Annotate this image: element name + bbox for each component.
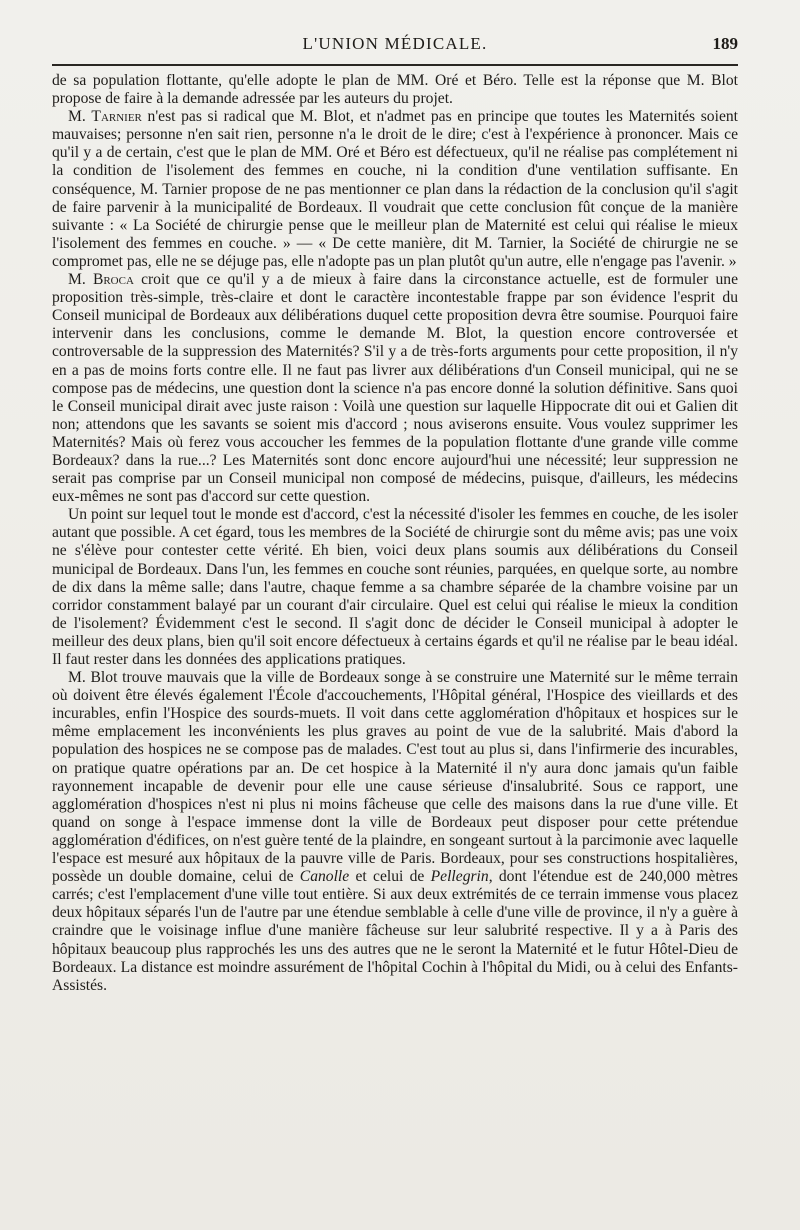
page-header: [52, 30, 738, 60]
paragraph-text-segment: M. Blot trouve mauvais que la ville de Bordeaux songe à se construire une Maternité sur le même terrain où doivent être élevés également l'École d'accouchements, l'Hôpital général, l'Hospice des vieillards et des incurables, enfin l'Hospice des sourds-muets. Il voit dans cette agglomération d'hôpitaux et hospices sur le même emplacement les inconvénients les plus graves au point de vue de la salubrité. Mais d'abord la population des hospices ne se compose pas de malades. C'est tout au plus si, dans l'infirmerie des incurables, on pratique quatre opérations par an. De cet hospice à la Maternité il n'y aura donc jamais qu'un faible rayonnement incapable de devenir pour elle une cause sérieuse d'insalubrité. Sous ce rapport, une agglomération d'hospices n'est ni plus ni moins fâcheuse que celle des maisons dans la rue d'une ville. Et quand on songe à l'espace immense dont la ville de Bordeaux peut disposer pour cette prétendue agglomération d'édifices, on n'est guère tenté de la plaindre, en songeant surtout à la parcimonie avec laquelle l'espace est mesuré aux hôpitaux de la pauvre ville de Paris. Bordeaux, pour ses constructions hospitalières, possède un double domaine, celui de: [52, 669, 738, 886]
body-text: [52, 72, 738, 995]
paragraph-text-segment: et celui de: [349, 868, 431, 886]
paragraph-text-segment: de sa population flottante, qu'elle adopte le plan de MM. Oré et Béro. Telle est la réponse que M. Blot propose de faire à la demande adressée par les auteurs du projet.: [52, 72, 738, 108]
paragraph-text-segment: Pellegrin: [430, 868, 489, 886]
paragraph-text-segment: Canolle: [299, 868, 350, 886]
header-rule: [52, 64, 738, 66]
paragraph-text-segment: Un point sur lequel tout le monde est d'accord, c'est la nécessité d'isoler les femmes en couche, de les isoler autant que possible. A cet égard, tous les membres de la Société de chirurgie sont du même avis; pas une voix ne s'élève pour contester cette vérité. Eh bien, voici deux plans soumis aux délibérations du Conseil municipal de Bordeaux. Dans l'un, les femmes en couche sont réunies, parquées, en quelque sorte, au nombre de dix dans la même salle; dans l'autre, chaque femme a sa chambre séparée de la chambre voisine par un corridor constamment balayé par un courant d'air circulaire. Quel est celui qui réalise le mieux la condition de l'isolement? Évidemment c'est le second. Il s'agit donc de décider le Conseil municipal à adopter le meilleur des deux plans, bien qu'il soit encore défectueux à certains égards et qu'il ne réalise par le beau idéal. Il faut rester dans les données des applications pratiques.: [52, 506, 738, 668]
paragraph-3: [52, 271, 738, 506]
paragraph-2: [52, 108, 738, 271]
paragraph-text-segment: M.: [68, 108, 92, 126]
paragraph-text-segment: M.: [68, 271, 93, 289]
paragraph-1: [52, 72, 738, 108]
paragraph-text-segment: Tarnier: [91, 108, 142, 126]
paragraph-text-segment: croit que ce qu'il y a de mieux à faire dans la circonstance actuelle, est de formuler une proposition très-simple, très-claire et dont le caractère incontestable frappe par son évidence l'esprit du Conseil municipal de Bordeaux aux délibérations duquel cette proposition devra être soumise. Pourquoi faire intervenir dans les conclusions, comme le demande M. Blot, la question encore controversée et controversable de la suppression des Maternités? S'il y a de très-forts arguments pour cette proposition, il n'y en a pas de moins forts contre elle. Il ne faut pas livrer aux délibérations d'un Conseil municipal, qui ne se compose pas de médecins, une question dont la science n'a pas encore donné la solution définitive. Sans quoi le Conseil municipal dirait avec juste raison : Voilà une question sur laquelle Hippocrate dit oui et Galien dit non; attendons que les savants se soient mis d'accord ; nous aviserons ensuite. Vous voulez supprimer les Maternités? Mais où ferez vous accoucher les femmes de la population flottante d'une grande ville comme Bordeaux? dans la rue...? Les Maternités sont donc encore aujourd'hui une nécessité; leur suppression ne serait pas comprise par un Conseil municipal non composé de médecins, puisque, d'ailleurs, les médecins eux-mêmes ne sont pas d'accord sur cette question.: [52, 271, 738, 506]
paragraph-4: [52, 506, 738, 669]
paragraph-5: [52, 669, 738, 995]
page-number: 189: [712, 34, 738, 53]
paragraph-text-segment: n'est pas si radical que M. Blot, et n'admet pas en principe que toutes les Maternités soient mauvaises; personne n'en sait rien, personne n'a le droit de le dire; c'est à l'expérience à prononcer. Mais ce qu'il y a de certain, c'est que le plan de MM. Oré et Béro est défectueux, qu'il ne réalise pas complétement ni la condition de l'isolement des femmes en couche, ni la condition d'une ventilation suffisante. En conséquence, M. Tarnier propose de ne pas mentionner ce plan dans la rédaction de la conclusion qu'il s'agit de faire parvenir à la municipalité de Bordeaux. Il voudrait que cette conclusion fût conçue de la manière suivante : « La Société de chirurgie pense que le meilleur plan de Maternité est celui qui réalise le mieux l'isolement des femmes en couche. » — « De cette manière, dit M. Tarnier, la Société de chirurgie ne se compromet pas, elle ne se déjuge pas, elle n'adopte pas un plan plutôt qu'un autre, elle n'engage pas l'avenir. »: [52, 108, 738, 270]
paragraph-text-segment: , dont l'étendue est de 240,000 mètres carrés; c'est l'emplacement d'une ville tout entière. Si aux deux extrémités de ce terrain immense vous placez deux hôpitaux séparés l'un de l'autre par une étendue semblable à celle d'une ville de province, il n'y a guère à craindre que le voisinage influe d'une manière fâcheuse sur leur salubrité respective. Il y a à Paris des hôpitaux beaucoup plus rapprochés les uns des autres que ne le seront la Maternité et le futur Hôtel-Dieu de Bordeaux. La distance est moindre assurément de l'hôpital Cochin à l'hôpital du Midi, ou à celui des Enfants-Assistés.: [52, 868, 738, 994]
running-title: L'UNION MÉDICALE.: [302, 34, 488, 53]
paragraph-text-segment: Broca: [92, 271, 134, 289]
